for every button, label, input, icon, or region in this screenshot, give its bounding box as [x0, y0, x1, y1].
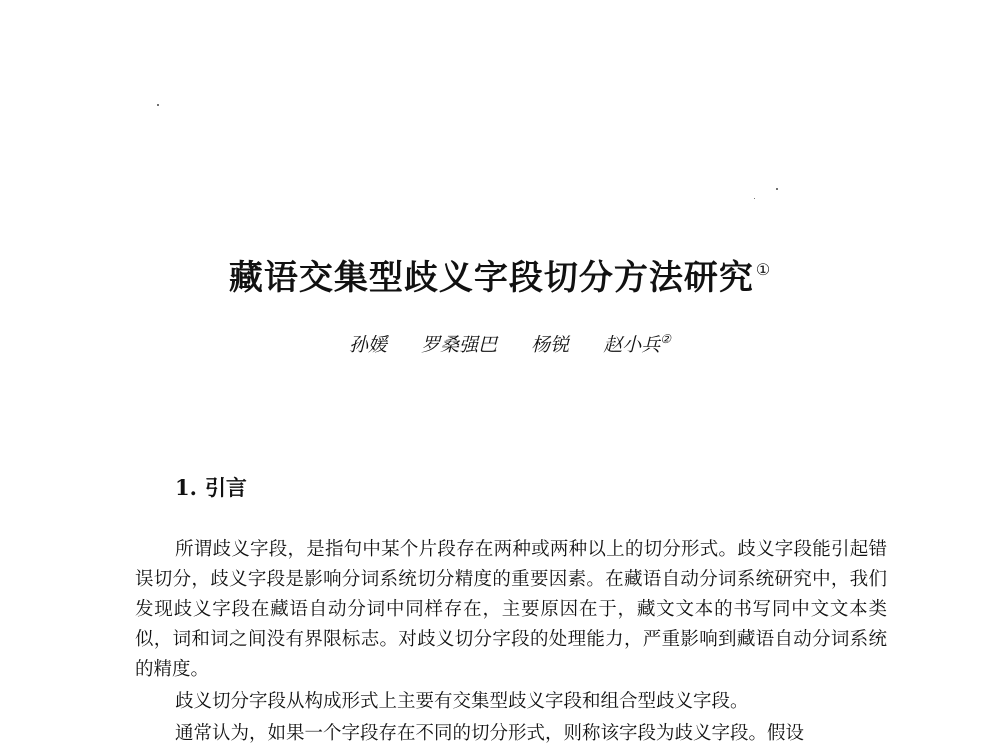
section-heading-text: 引言 [204, 475, 247, 500]
section-number: 1. [175, 475, 197, 500]
author-3: 杨锐 [531, 334, 570, 356]
author-footnote-marker: ② [660, 332, 671, 346]
scan-speck [754, 198, 755, 199]
paragraph-1: 所谓歧义字段，是指句中某个片段存在两种或两种以上的切分形式。歧义字段能引起错误切分，歧义字段是影响分词系统切分精度的重要因素。在藏语自动分词系统研究中，我们发现歧义字段在藏语自动分词中同样存在，主要原因在于，藏文文本的书写同中文文本类似，词和词之间没有界限标志。对歧义切分字段的处理能力，严重影响到藏语自动分词系统的精度。 [135, 539, 887, 680]
paragraph-2: 歧义切分字段从构成形式上主要有交集型歧义字段和组合型歧义字段。 [175, 691, 749, 712]
body-text [135, 535, 887, 751]
author-4-name: 赵小兵 [603, 334, 661, 356]
title-footnote-marker: ① [755, 260, 772, 279]
scan-speck [776, 188, 778, 190]
section-heading [175, 473, 247, 503]
paper-title-text: 藏语交集型歧义字段切分方法研究 [228, 258, 754, 298]
paper-title [0, 248, 1000, 300]
paragraph-3: 通常认为，如果一个字段存在不同的切分形式，则称该字段为歧义字段。假设 [175, 723, 805, 744]
scan-speck [157, 104, 159, 106]
author-1: 孙媛 [349, 334, 388, 356]
author-4 [603, 325, 671, 359]
author-list [0, 325, 1000, 359]
author-2: 罗桑强巴 [421, 334, 498, 356]
